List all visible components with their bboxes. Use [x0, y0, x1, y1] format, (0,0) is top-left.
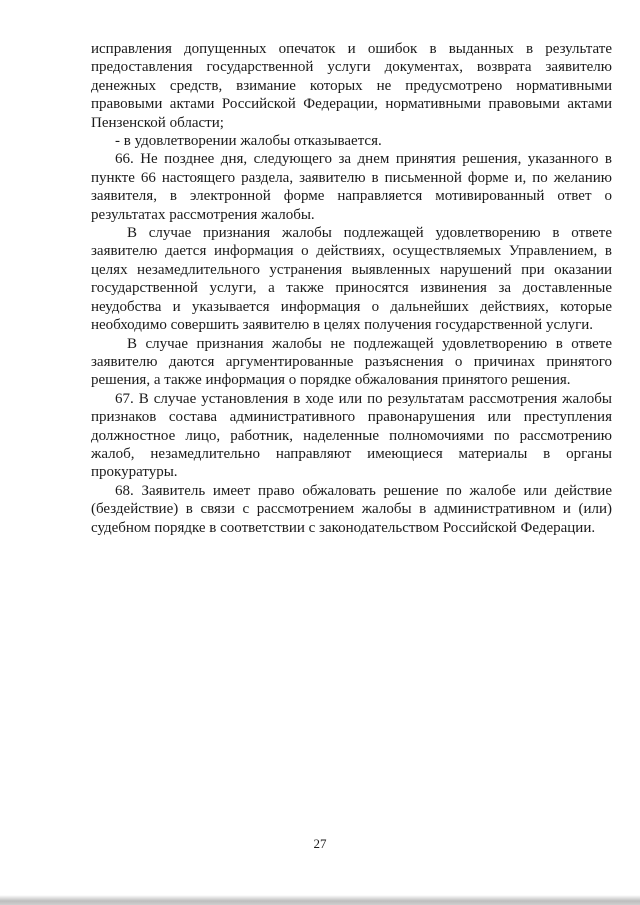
paragraph-refusal-item: - в удовлетворении жалобы отказывается. — [115, 133, 382, 150]
page-number: 27 — [313, 836, 327, 851]
paragraph-66: 66. Не позднее дня, следующего за днем принятия решения, указанного в пункте 66 настоящего раздела, заявителю в письменной форме и, по желанию заявителя, в электронной форме направляется мотивированный ответ о результатах рассмотрения жалобы. — [91, 151, 612, 223]
paragraph-continuation: исправления допущенных опечаток и ошибок в выданных в результате предоставления государственной услуги документах, возврата заявителю денежных средств, взимание которых не предусмотрено нормативными правовыми актами Российской Федерации, нормативными правовыми актами Пензенской области; — [91, 41, 612, 131]
paragraph-complaint-rejected: В случае признания жалобы не подлежащей удовлетворению в ответе заявителю даются аргументированные разъяснения о причинах принятого решения, а также информация о порядке обжалования принятого решения. — [91, 335, 612, 389]
scan-edge-shadow — [0, 895, 640, 905]
paragraph-67: 67. В случае установления в ходе или по результатам рассмотрения жалобы признаков состава административного правонарушения или преступления должностное лицо, работник, наделенные полномочиями по рассмотрению жалоб, незамедлительно направляют имеющиеся материалы в органы прокуратуры. — [91, 390, 612, 481]
document-body — [91, 40, 612, 537]
paragraph-complaint-satisfied: В случае признания жалобы подлежащей удовлетворению в ответе заявителю дается информация о действиях, осуществляемых Управлением, в целях незамедлительного устранения выявленных нарушений при оказании государственной услуги, а также приносятся извинения за доставленные неудобства и указывается информация о дальнейших действиях, которые необходимо совершить заявителю в целях получения государственной услуги. — [91, 225, 612, 334]
paragraph-68: 68. Заявитель имеет право обжаловать решение по жалобе или действие (бездействие) в связи с рассмотрением жалобы в административном и (или) судебном порядке в соответствии с законодательством Российской Федерации. — [91, 482, 612, 536]
